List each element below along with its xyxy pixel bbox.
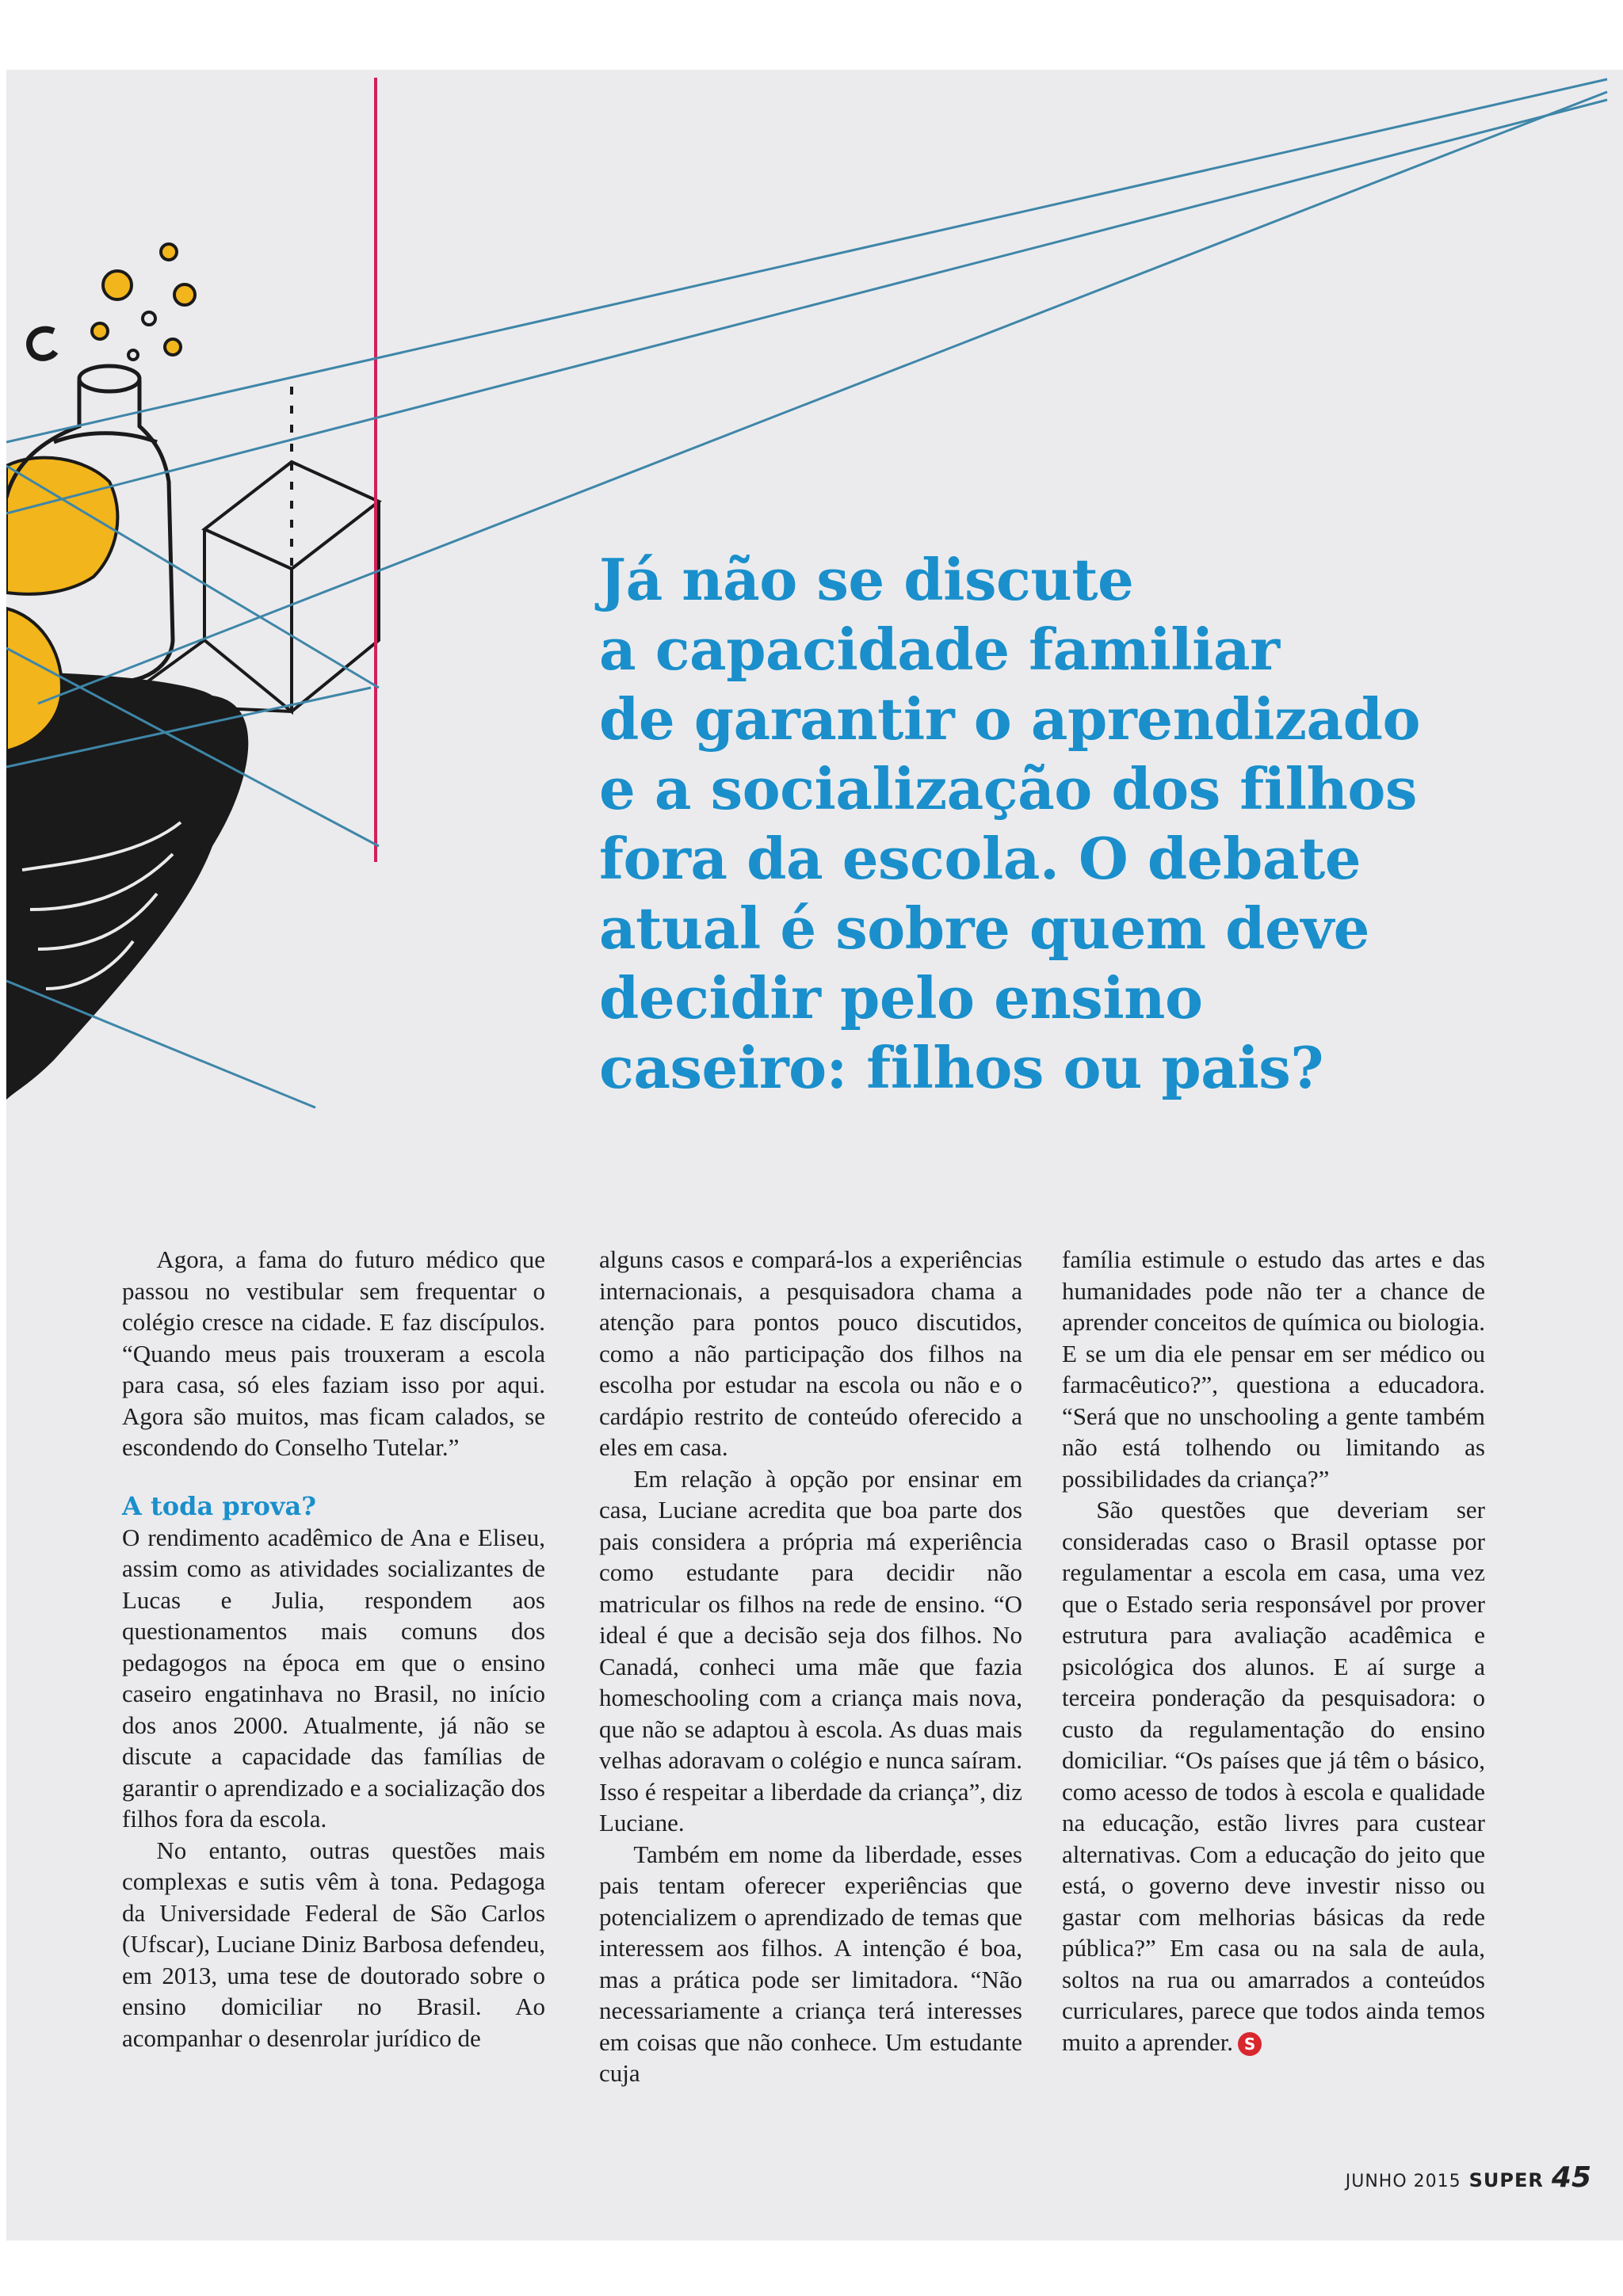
body-paragraph: alguns casos e compará-los a experiências internacionais, a pesquisadora chama a atenção para pontos pouco discutidos, como a não participação dos filhos na escolha por estudar na escola ou não e o cardápio restrito de conteúdo oferecido a eles em casa.	[599, 1245, 1022, 1461]
end-mark-icon: S	[1238, 2032, 1262, 2056]
pull-quote	[599, 545, 1518, 1103]
folio-date: JUNHO 2015	[1345, 2172, 1461, 2191]
article-column-1	[122, 1244, 545, 2054]
dark-shell-shape	[6, 672, 248, 1100]
pull-quote-line: de garantir o aprendizado	[599, 685, 1421, 753]
body-paragraph: Também em nome da liberdade, esses pais tentam oferecer experiências que potencializem o aprendizado de temas que interessem aos filhos. A intenção é boa, mas a prática pode ser limitadora. “Não necessariamente a criança terá interesses em coisas que não conhece. Um estudante cuja	[599, 1840, 1022, 2087]
bubbles-icon	[92, 244, 195, 360]
body-paragraph: Em relação à opção por ensinar em casa, Luciane acredita que boa parte dos pais considera a própria má experiência como estudante para decidir não matricular os filhos na rede de ensino. “O ideal é que a decisão seja dos filhos. No Canadá, conheci uma mãe que fazia homeschooling com a criança mais nova, que não se adaptou à escola. As duas mais velhas adoravam o colégio e nunca saíram. Isso é respeitar a liberdade da criança”, diz Luciane.	[599, 1464, 1022, 1836]
page-number: 45	[1551, 2161, 1591, 2194]
pull-quote-line: Já não se discute	[599, 546, 1134, 613]
body-paragraph: Agora, a fama do futuro médico que passou no vestibular sem frequentar o colégio cresce na cidade. E faz discípulos. “Quando meus pais trouxeram a escola para casa, só eles faziam isso por aqui. Agora são muitos, mas ficam calados, se escondendo do Conselho Tutelar.”	[122, 1245, 545, 1461]
folio-brand: SUPER	[1468, 2169, 1544, 2191]
article-column-3	[1062, 1244, 1485, 2058]
body-paragraph: No entanto, outras questões mais complexas e sutis vêm à tona. Pedagoga da Universidade Federal de São Carlos (Ufscar), Luciane Diniz Barbosa defendeu, em 2013, uma tese de doutorado sobre o ensino domiciliar no Brasil. Ao acompanhar o desenrolar jurídico de	[122, 1836, 545, 2052]
yellow-liquid	[6, 458, 117, 594]
body-paragraph	[1062, 1494, 1485, 2058]
article-column-2	[599, 1244, 1022, 2089]
page-folio	[1346, 2161, 1591, 2194]
body-paragraph: família estimule o estudo das artes e das humanidades pode não ter a chance de aprender conceitos de química ou biologia. E se um dia ele pensar em ser médico ou farmacêutico?”, questiona a educadora. “Será que no unschooling a gente também não está tolhendo ou limitando as possibilidades da criança?”	[1062, 1245, 1485, 1493]
letter-c-fragment	[29, 330, 55, 358]
pull-quote-line: e a socialização dos filhos	[599, 755, 1417, 822]
pull-quote-line: a capacidade familiar	[599, 616, 1280, 683]
section-subhead: A toda prova?	[122, 1490, 316, 1521]
pull-quote-line: caseiro: filhos ou pais?	[599, 1034, 1323, 1101]
pull-quote-line: atual é sobre quem deve	[599, 894, 1369, 962]
body-paragraph: O rendimento acadêmico de Ana e Eliseu, assim como as atividades socializantes de Lucas e Julia, respondem aos questionamentos mais comuns dos pedagogos na época em que o ensino caseiro engatinhava no Brasil, no início dos anos 2000. Atualmente, já não se discute a capacidade das famílias de garantir o aprendizado e a socialização dos filhos fora da escola.	[122, 1523, 545, 1833]
closing-paragraph-text: São questões que deveriam ser consideradas caso o Brasil optasse por regulamentar a escola em casa, uma vez que o Estado seria responsável por prover estrutura para avaliação acadêmica e psicológica dos alunos. E aí surge a terceira ponderação da pesquisadora: o custo da regulamentação do ensino domiciliar. “Os países que já têm o básico, como acesso de todos à escola e qualidade na educação, estão livres para custear alternativas. Com a educação do jeito que está, o governo deve investir nisso ou gastar com melhorias básicas da rede pública?” Em casa ou na sala de aula, soltos na rua ou amarrados a conteúdos curriculares, parece que todos ainda temos muito a aprender.	[1062, 1496, 1485, 2056]
magazine-page	[6, 70, 1623, 2241]
perspective-box-icon	[117, 387, 379, 711]
pull-quote-line: fora da escola. O debate	[599, 825, 1361, 892]
pull-quote-line: decidir pelo ensino	[599, 964, 1203, 1032]
